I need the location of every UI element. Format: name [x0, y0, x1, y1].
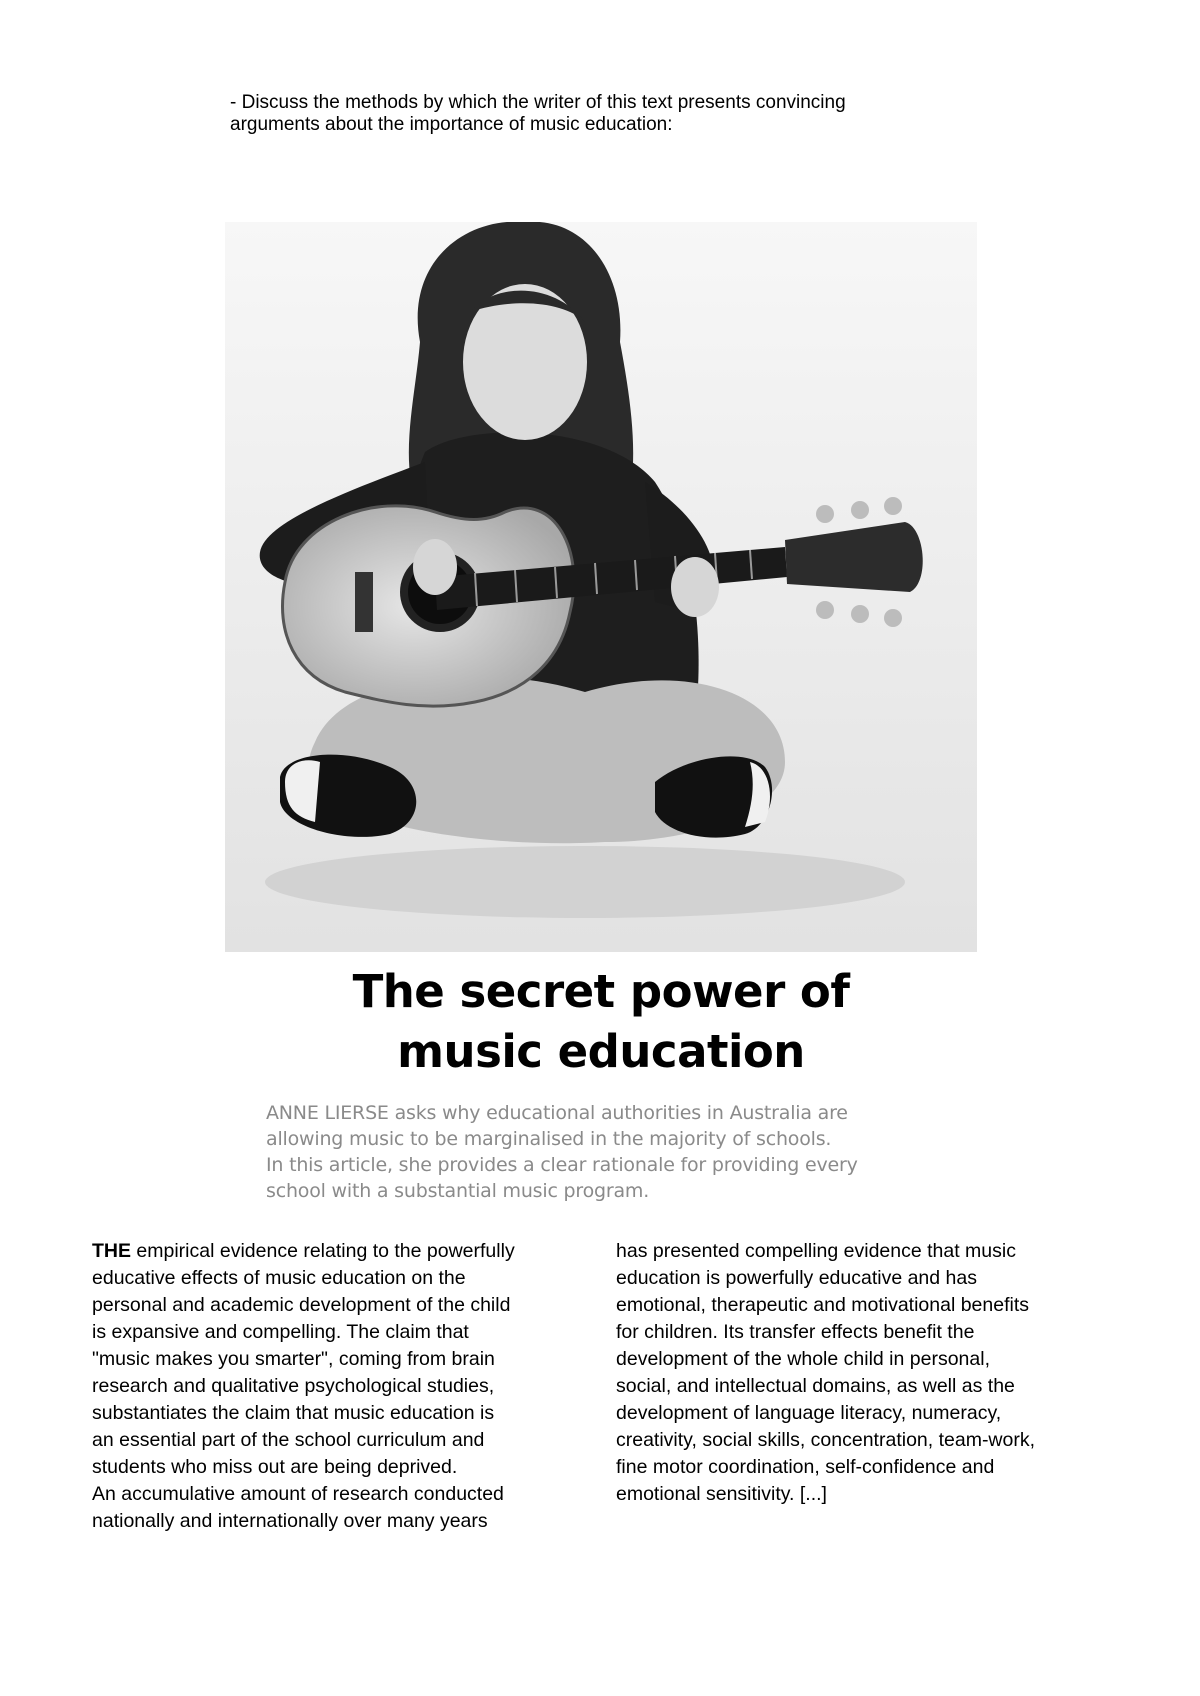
paragraph-line: students who miss out are being deprived. — [92, 1456, 458, 1478]
prompt-line-1: - Discuss the methods by which the writer of this text presents convincing — [230, 92, 846, 113]
paragraph-line: emotional sensitivity. [...] — [616, 1483, 827, 1505]
paragraph-line: "music makes you smarter", coming from brain — [92, 1348, 495, 1370]
paragraph-line: personal and academic development of the child — [92, 1294, 511, 1316]
standfirst-line-4: school with a substantial music program. — [266, 1180, 650, 1202]
paragraph-line: social, and intellectual domains, as well as the — [616, 1375, 1015, 1397]
lead-line-text: empirical evidence relating to the powerfully — [131, 1240, 515, 1262]
paragraph-line: creativity, social skills, concentration, team-work, — [616, 1429, 1036, 1451]
girl-playing-guitar-photo — [225, 222, 977, 952]
article-headline — [225, 962, 977, 1082]
paragraph-line: research and qualitative psychological studies, — [92, 1375, 495, 1397]
headline-line-1: The secret power of — [352, 965, 850, 1018]
article-column-right — [616, 1238, 1116, 1508]
paragraph-line: education is powerfully educative and has — [616, 1267, 977, 1289]
paragraph-line: emotional, therapeutic and motivational benefits — [616, 1294, 1030, 1316]
paragraph-line: An accumulative amount of research conducted — [92, 1483, 504, 1505]
paragraph-line: development of the whole child in personal, — [616, 1348, 990, 1370]
paragraph-line: development of language literacy, numeracy, — [616, 1402, 1002, 1424]
article-column-left — [92, 1238, 592, 1535]
paragraph-line: an essential part of the school curriculum and — [92, 1429, 485, 1451]
standfirst-line-1: ANNE LIERSE asks why educational authorities in Australia are — [266, 1102, 848, 1124]
lead-word: THE — [92, 1240, 131, 1262]
photo-illustration — [225, 222, 977, 952]
standfirst-line-2: allowing music to be marginalised in the majority of schools. — [266, 1128, 832, 1150]
paragraph-line: has presented compelling evidence that music — [616, 1240, 1016, 1262]
article-standfirst — [266, 1100, 966, 1204]
paragraph-line: for children. Its transfer effects benefit the — [616, 1321, 975, 1343]
paragraph-line: is expansive and compelling. The claim that — [92, 1321, 469, 1343]
standfirst-line-3: In this article, she provides a clear rationale for providing every — [266, 1154, 858, 1176]
headline-line-2: music education — [397, 1025, 805, 1078]
paragraph-line — [92, 1238, 592, 1265]
paragraph-line: educative effects of music education on the — [92, 1267, 466, 1289]
paragraph-line: fine motor coordination, self-confidence and — [616, 1456, 995, 1478]
paragraph-line: substantiates the claim that music education is — [92, 1402, 495, 1424]
paragraph-line: nationally and internationally over many years — [92, 1510, 488, 1532]
prompt-line-2: arguments about the importance of music education: — [230, 114, 673, 135]
assignment-prompt — [230, 92, 950, 136]
